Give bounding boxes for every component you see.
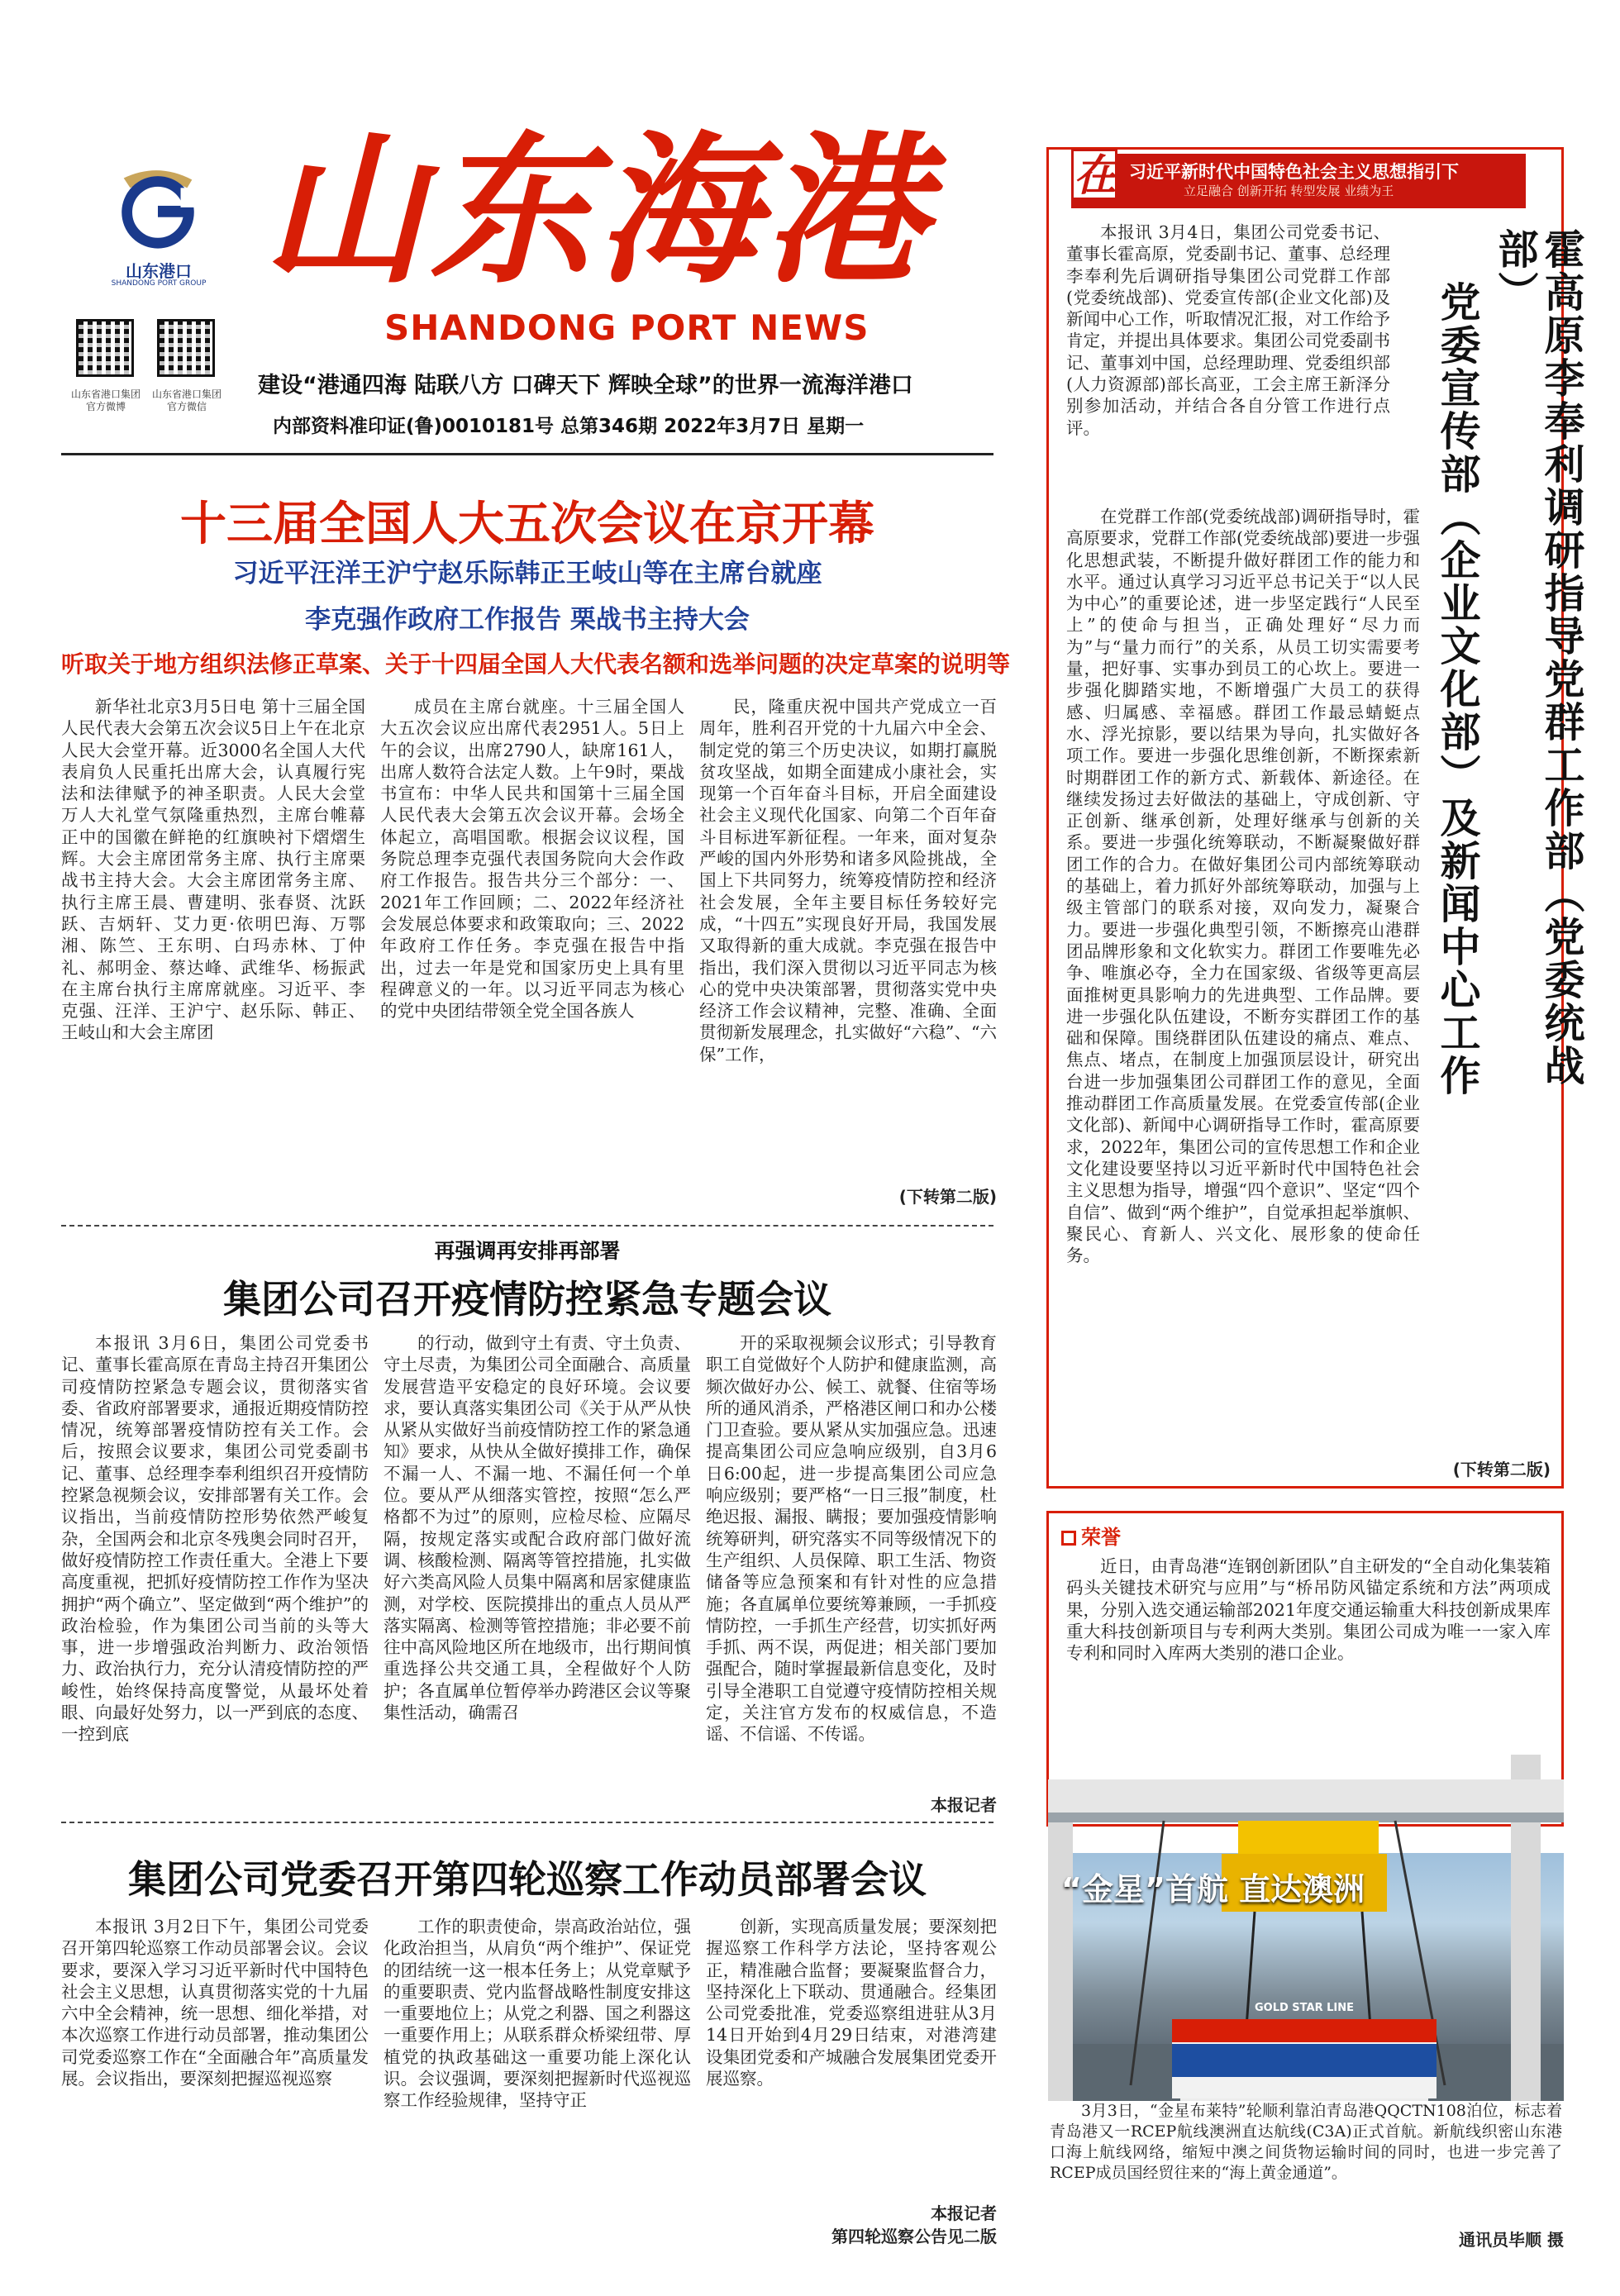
photo-credit: 通讯员毕顺 摄 [1459, 2230, 1564, 2250]
lead-text-1: 新华社北京3月5日电 第十三届全国人民代表大会第五次会议5日上午在北京人民大会堂开幕。近3000名全国人大代表肩负人民重托出席大会，认真履行宪法和法律赋予的神圣职责。人民大会堂万人大礼堂气氛隆重热烈，主席台帷幕正中的国徽在鲜艳的红旗映衬下熠熠生辉。大会主席团常务主席、执行主席栗战书主持大会。大会主席团常务主席、执行主席王晨、曹建明、张春贤、沈跃跃、吉炳轩、艾力更·依明巴海、万鄂湘、陈竺、王东明、白玛赤林、丁仲礼、郝明金、蔡达峰、武维华、杨振武在主席台执行主席席就座。习近平、李克强、汪洋、王沪宁、赵乐际、韩正、王岐山和大会主席团 [61, 697, 365, 1043]
banner-mark: 在 [1071, 149, 1117, 200]
honor-title-text: 荣誉 [1081, 1526, 1121, 1549]
inspection-text-1: 本报讯 3月2日下午，集团公司党委召开第四轮巡察工作动员部署会议。会议要求，要深入学习习近平新时代中国特色社会主义思想，认真贯彻落实党的十九届六中全会精神，统一思想、细化举措，对本次巡察工作进行动员部署，推动集团公司党委巡察工作在“全面融合年”高质量发展。会议指出，要深刻把握巡视巡察 [61, 1917, 369, 2089]
epidemic-column-3 [706, 1332, 997, 1792]
lead-column-1 [61, 696, 365, 1225]
feature-body-upper [1066, 506, 1420, 1266]
feature-headline-line-1: 霍高原李奉利调研指导党群工作部（党委统战部） [1492, 228, 1586, 1088]
lead-text-2: 成员在主席台就座。十三届全国人大五次会议应出席代表2951人。5日上午的会议，出席2790人，缺席161人，出席人数符合法定人数。上午9时，栗战书宣布：中华人民共和国第十三届全国人民代表大会第五次会议开幕。会场全体起立，高唱国歌。根据会议议程，国务院总理李克强代表国务院向大会作政府工作报告。报告共分三个部分：一、2021年工作回顾；二、2022年经济社会发展总体要求和政策取向；三、2022年政府工作任务。李克强在报告中指出，过去一年是党和国家历史上具有里程碑意义的一年。以习近平同志为核心的党中央团结带领全党全国各族人 [380, 697, 684, 1022]
lead-column-3 [699, 696, 997, 1182]
inspection-notice[interactable]: 第四轮巡察公告见二版 [831, 2227, 997, 2246]
lead-subhead-1: 习近平汪洋王沪宁赵乐际韩正王岐山等在主席台就座 [232, 559, 822, 588]
lead-continued[interactable]: (下转第二版) [898, 1187, 997, 1207]
inspection-column-1 [61, 1916, 369, 2241]
lead-headline: 十三届全国人大五次会议在京开幕 [180, 498, 874, 551]
honor-text: 近日，由青岛港“连钢创新团队”自主研发的“全自动化集装箱码头关键技术研究与应用”与“桥吊防风锚定系统和方法”两项成果，分别入选交通运输部2021年度交通运输重大科技创新成果库重大科技创新项目与专利两大类别。集团公司成为唯一一家入库专利和同时入库两大类别的港口企业。 [1066, 1556, 1551, 1664]
feature-headline-line-2: 党委宣传部（企业文化部）及新闻中心工作 [1434, 281, 1482, 1098]
inspection-column-2 [384, 1916, 691, 2241]
epidemic-column-1 [61, 1332, 369, 1815]
honor-title [1061, 1521, 1121, 1550]
masthead-rule [61, 453, 993, 455]
epidemic-byline: 本报记者 [931, 1795, 997, 1815]
weibo-qr-code[interactable] [76, 319, 134, 377]
feature-body-text: 在党群工作部(党委统战部)调研指导时，霍高原要求，党群工作部(党委统战部)要进一步强化思想武装，不断提升做好群团工作的能力和水平。通过认真学习习近平总书记关于“以人民为中心”的重要论述，进一步坚定践行“人民至上”的使命与担当，正确处理好“尽力而为”与“量力而行”的关系，从员工切实需要考量，把好事、实事办到员工的心坎上。要进一步强化脚踏实地，不断增强广大员工的获得感、归属感、幸福感。群团工作最忌蜻蜓点水、浮光掠影，要以结果为导向，扎实做好各项工作。要进一步强化思维创新，不断探索新时期群团工作的新方式、新载体、新途径。在继续发扬过去好做法的基础上，守成创新、守正创新、继承创新，处理好继承与创新的关系。要进一步强化统筹联动，不断凝聚做好群团工作的合力。在做好集团公司内部统筹联动的基础上，着力抓好外部统筹联动，加强与上级主管部门的联系对接，双向发力，凝聚合力。要进一步强化典型引领，不断擦亮山港群团品牌形象和文化软实力。群团工作要唯先必争、唯旗必夺，全力在国家级、省级等更高层面推树更具影响力的先进典型、工作品牌。要进一步强化队伍建设，不断夯实群团工作的基础和保障。围绕群团队伍建设的痛点、难点、焦点、堵点，在制度上加强顶层设计，研究出台进一步加强集团公司群团工作的意见，全面推动群团工作高质量发展。在党委宣传部(企业文化部)、新闻中心调研指导工作时，霍高原要求，2022年，集团公司的宣传思想工作和企业文化建设要坚持以习近平新时代中国特色社会主义思想为指导，增强“四个意识”、坚定“四个自信”、做到“两个维护”，自觉承担起举旗帜、聚民心、育新人、兴文化、展形象的使命任务。 [1066, 507, 1420, 1266]
epidemic-column-2 [384, 1332, 691, 1815]
caption-area [1048, 2101, 1564, 2296]
newspaper-english-title: SHANDONG PORT NEWS [384, 307, 870, 348]
inspection-text-2: 工作的职责使命，崇高政治站位，强化政治担当，从肩负“两个维护”、保证党的团结统一这一根本任务上；从党章赋予的重要职责、党内监督战略性制度安排这一重要地位上；从党之利器、国之利器这一重要作用上；从联系群众桥梁纽带、厚植党的执政基础这一重要功能上深化认识。会议强调，要深刻把握新时代巡视巡察工作经验规律，坚持守正 [384, 1917, 691, 2111]
photo-title: “金星”首航 直达澳洲 [1061, 1871, 1365, 1908]
logo-chinese-name: 山东港口 [126, 261, 192, 281]
lead-text-3: 民，隆重庆祝中国共产党成立一百周年，胜利召开党的十九届六中全会、制定党的第三个历史决议，如期打赢脱贫攻坚战，如期全面建成小康社会，实现第一个百年奋斗目标，开启全面建设社会主义现代化国家、向第二个百年奋斗目标进军新征程。一年来，面对复杂严峻的国内外形势和诸多风险挑战，全国上下共同努力，统筹疫情防控和经济社会发展，全年主要目标任务较好完成，“十四五”实现良好开局，我国发展又取得新的重大成就。李克强在报告中指出，我们深入贯彻以习近平同志为核心的党中央决策部署，贯彻落实党中央经济工作会议精神，完整、准确、全面贯彻新发展理念，扎实做好“六稳”、“六保”工作， [699, 697, 997, 1065]
feature-continued[interactable]: (下转第二版) [1452, 1460, 1551, 1479]
qr-caption-wechat: 山东省港口集团官方微信 [151, 388, 222, 412]
banner-title: 习近平新时代中国特色社会主义思想指引下 [1129, 162, 1459, 182]
container-label: GOLD STAR LINE [1254, 2002, 1355, 2014]
feature-banner [1071, 150, 1526, 208]
inspection-column-3 [706, 1916, 997, 2198]
feature-lead-text: 本报讯 3月4日，集团公司党委书记、董事长霍高原，党委副书记、董事、总经理李奉利先后调研指导集团公司党群工作部(党委统战部)、党委宣传部(企业文化部)及新闻中心工作，听取情况汇报，对工作给予肯定，并提出具体要求。集团公司党委副书记、董事刘中国，总经理助理、党委组织部(人力资源部)部长高亚，工会主席王新泽分别参加活动，并结合各自分管工作进行点评。 [1066, 222, 1390, 438]
section-divider [61, 1225, 993, 1227]
square-icon [1061, 1531, 1076, 1546]
epidemic-kicker: 再强调再安排再部署 [434, 1239, 621, 1263]
epidemic-headline: 集团公司召开疫情防控紧急专题会议 [223, 1277, 831, 1322]
newspaper-title: 山东海港 [263, 116, 932, 306]
issue-line: 内部资料准印证(鲁)0010181号 总第346期 2022年3月7日 星期一 [273, 416, 865, 437]
banner-subtitle: 立足融合 创新开拓 转型发展 业绩为王 [1184, 183, 1394, 198]
photo-caption-text: 3月3日，“金星布莱特”轮顺利靠泊青岛港QQCTN108泊位，标志着青岛港又一RCEP航线澳洲直达航线(C3A)正式首航。新航线织密山东港口海上航线网络，缩短中澳之间货物运输时间的同时，也进一步完善了RCEP成员国经贸往来的“海上黄金通道”。 [1050, 2102, 1562, 2182]
epidemic-text-3: 开的采取视频会议形式；引导教育职工自觉做好个人防护和健康监测，高频次做好办公、候工、就餐、住宿等场所的通风消杀，严格港区闸口和办公楼门卫查验。要从紧从实加强应急。迅速提高集团公司应急响应级别，自3月6日6:00起，进一步提高集团公司应急响应级别；要严格“一日三报”制度，杜绝迟报、漏报、瞒报；要加强疫情影响统筹研判，研究落实不同等级情况下的生产组织、人员保障、职工生活、物资储备等应急预案和有针对性的应急措施；各直属单位要统筹兼顾，一手抓疫情防控，一手抓生产经营，切实抓好两手抓、两不误，两促进；相关部门要加强配合，随时掌握最新信息变化，及时引导全港职工自觉遵守疫情防控相关规定，关注官方发布的权威信息，不造谣、不信谣、不传谣。 [706, 1333, 997, 1745]
qr-caption-weibo: 山东省港口集团官方微博 [70, 388, 141, 412]
honor-body [1066, 1555, 1551, 1803]
epidemic-text-2: 的行动，做到守土有责、守土负责、守土尽责，为集团公司全面融合、高质量发展营造平安稳定的良好环境。会议要求，要认真落实集团公司《关于从严从快从紧从实做好当前疫情防控工作的紧急通知》要求，从快从全做好摸排工作，确保不漏一人、不漏一地、不漏任何一个单位。要从严从细落实管控，按照“怎么严格都不为过”的原则，应检尽检、应隔尽隔，按规定落实或配合政府部门做好流调、核酸检测、隔离等管控措施，扎实做好六类高风险人员集中隔离和居家健康监测，对学校、医院摸排出的重点人员从严落实隔离、检测等管控措施；非必要不前往中高风险地区所在地级市，出行期间慎重选择公共交通工具，全程做好个人防护；各直属单位暂停举办跨港区会议等聚集性活动，确需召 [384, 1333, 691, 1723]
qr-code-icon [76, 319, 134, 377]
lead-column-2 [380, 696, 684, 1225]
shandong-port-logo-icon [109, 155, 207, 253]
wechat-qr-code[interactable] [157, 319, 215, 377]
lead-subhead-2: 李克强作政府工作报告 栗战书主持大会 [305, 605, 750, 635]
inspection-byline: 本报记者 [931, 2203, 997, 2223]
inspection-text-3: 创新，实现高质量发展；要深刻把握巡察工作科学方法论，坚持客观公正，精准融合监督；要凝聚监督合力，坚持深化上下联动、贯通融合。经集团公司党委批准，党委巡察组进驻从3月14日开始到4月29日结束，对港湾建设集团党委和产城融合发展集团党委开展巡察。 [706, 1917, 997, 2089]
photo-caption [1048, 2101, 1564, 2225]
section-divider [61, 1822, 993, 1823]
epidemic-text-1: 本报讯 3月6日，集团公司党委书记、董事长霍高原在青岛主持召开集团公司疫情防控紧急专题会议，贯彻落实省委、省政府部署要求，通报近期疫情防控情况，统筹部署疫情防控有关工作。会后，按照会议要求，集团公司党委副书记、董事、总经理李奉利组织召开疫情防控紧急视频会议，安排部署有关工作。会议指出，当前疫情防控形势依然严峻复杂，全国两会和北京冬残奥会同时召开，做好疫情防控工作责任重大。全港上下要高度重视，把抓好疫情防控工作作为坚决拥护“两个确立”、坚定做到“两个维护”的政治检验，作为集团公司当前的头等大事，进一步增强政治判断力、政治领悟力、政治执行力，充分认清疫情防控的严峻性，始终保持高度警觉，从最坏处着眼、向最好处努力，以一严到底的态度、一控到底 [61, 1333, 369, 1745]
inspection-headline: 集团公司党委召开第四轮巡察工作动员部署会议 [128, 1857, 927, 1902]
logo-english-name: SHANDONG PORT GROUP [111, 279, 207, 288]
qr-code-icon [157, 319, 215, 377]
slogan: 建设“港通四海 陆联八方 口碑天下 辉映全球”的世界一流海洋港口 [258, 373, 913, 398]
lead-subhead-3: 听取关于地方组织法修正草案、关于十四届全国人大代表名额和选举问题的决定草案的说明等 [61, 650, 1011, 678]
feature-lead [1066, 222, 1390, 503]
